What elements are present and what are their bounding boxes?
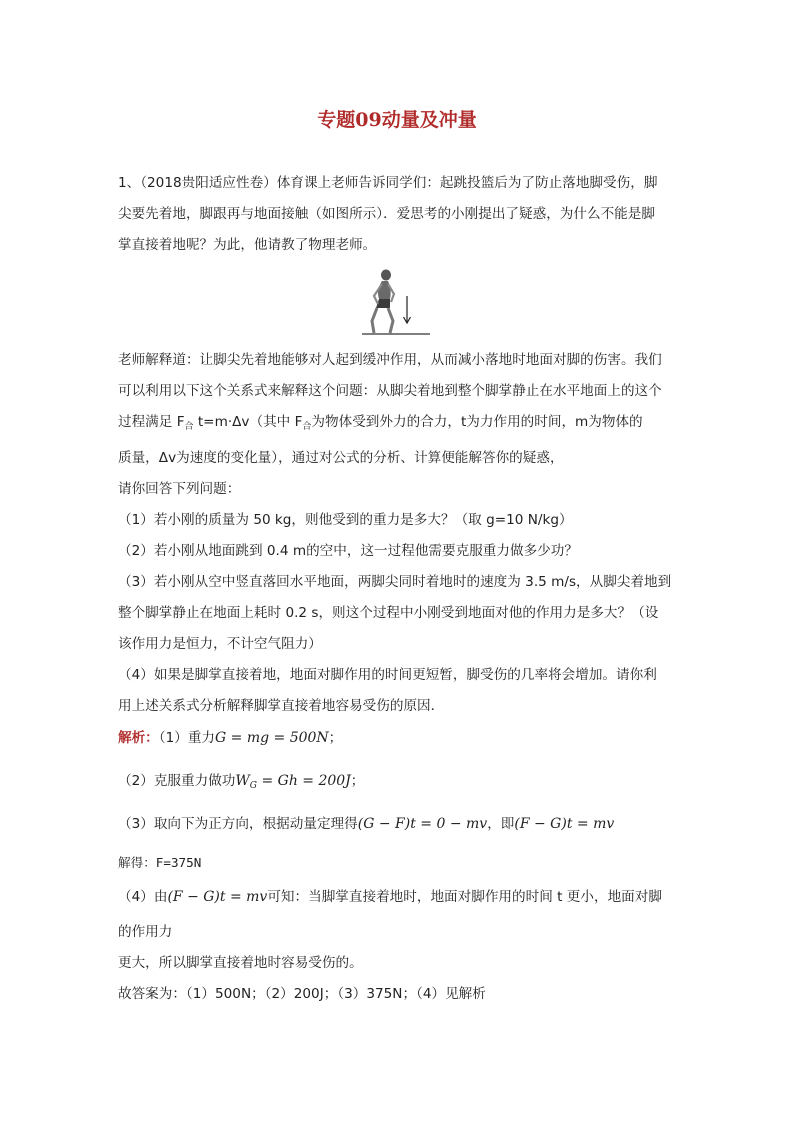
page-title: 专题09动量及冲量	[317, 109, 477, 131]
solution-section	[118, 724, 678, 753]
momentum-equation-1: (G − F)t = 0 − mv	[357, 816, 488, 832]
jumper-figure-illustration	[360, 266, 432, 338]
final-answer: 故答案为：（1）500N；（2）200J；（3）375N；（4）见解析	[118, 986, 486, 1002]
sub-question-4-line-2: 用上述关系式分析解释脚掌直接着地容易受伤的原因．	[118, 698, 445, 714]
explain-line-3: 过程满足 $F_合$ t=m·Δv（其中 $F_合$为物体受到外力的合力，t为力作用的时间，m为物体的	[118, 414, 643, 432]
solution-step-3: （3）取向下为正方向，根据动量定理得(G − F)t = 0 − mv，即(F − G)t = mv	[118, 816, 615, 832]
solution-step-4-block	[118, 882, 678, 1010]
solution-step-3-block	[118, 810, 678, 839]
solution-step-4-line-1: （4）由(F − G)t = mv可知：当脚掌直接着地时，地面对脚作用的时间 t 更小，地面对脚	[118, 889, 662, 905]
explain-line-1: 老师解释道：让脚尖先着地能够对人起到缓冲作用，从而减小落地时地面对脚的伤害。我们	[118, 352, 662, 368]
work-equation: $W_G = Gh = 200J$	[235, 773, 351, 791]
sub-question-4-line-1: （4）如果是脚掌直接着地，地面对脚作用的时间更短暂，脚受伤的几率将会增加。请你利	[118, 667, 657, 683]
explain-line-4: 质量，Δv为速度的变化量），通过对公式的分析、计算便能解答你的疑惑，	[118, 450, 564, 466]
intro-line-2: 尖要先着地，脚跟再与地面接触（如图所示）．爱思考的小刚提出了疑惑，为什么不能是脚	[118, 206, 655, 222]
solution-result: 解得：F=375N	[118, 855, 202, 870]
sub-question-3-line-2: 整个脚掌静止在地面上耗时 0.2 s，则这个过程中小刚受到地面对他的作用力是多大？（设	[118, 605, 659, 621]
solution-step-2: （2）克服重力做功$W_G = Gh = 200J$；	[118, 773, 365, 791]
solution-step-2-block	[118, 767, 678, 801]
explain-line-5: 请你回答下列问题：	[118, 481, 241, 497]
gravity-equation: G = mg = 500N	[215, 730, 329, 746]
teacher-explanation	[118, 345, 678, 722]
sub-question-1: （1）若小刚的质量为 50 kg，则他受到的重力是多大？（取 g=10 N/kg）	[118, 512, 573, 528]
intro-line-1: 1、（2018贵阳适应性卷）体育课上老师告诉同学们：起跳投篮后为了防止落地脚受伤，脚	[118, 175, 658, 191]
momentum-equation-3: (F − G)t = mv	[167, 889, 268, 905]
solution-label: 解析：	[118, 730, 159, 746]
sub-question-3-line-1: （3）若小刚从空中竖直落回水平地面，两脚尖同时着地时的速度为 3.5 m/s，从脚尖着地到	[118, 574, 672, 590]
intro-line-3: 掌直接着地呢？为此，他请教了物理老师。	[118, 237, 377, 253]
solution-step-4-line-3: 更大，所以脚掌直接着地时容易受伤的。	[118, 955, 363, 971]
sub-question-3-line-3: 该作用力是恒力，不计空气阻力）	[118, 636, 322, 652]
momentum-equation-2: (F − G)t = mv	[514, 816, 615, 832]
solution-result-block	[118, 848, 678, 877]
question-intro	[118, 168, 678, 261]
solution-step-1: 解析：（1）重力G = mg = 500N；	[118, 730, 343, 746]
sub-question-2: （2）若小刚从地面跳到 0.4 m的空中，这一过程他需要克服重力做多少功？	[118, 543, 578, 559]
solution-step-4-line-2: 的作用力	[118, 924, 173, 940]
explain-line-2: 可以利用以下这个关系式来解释这个问题：从脚尖着地到整个脚掌静止在水平地面上的这个	[118, 383, 662, 399]
